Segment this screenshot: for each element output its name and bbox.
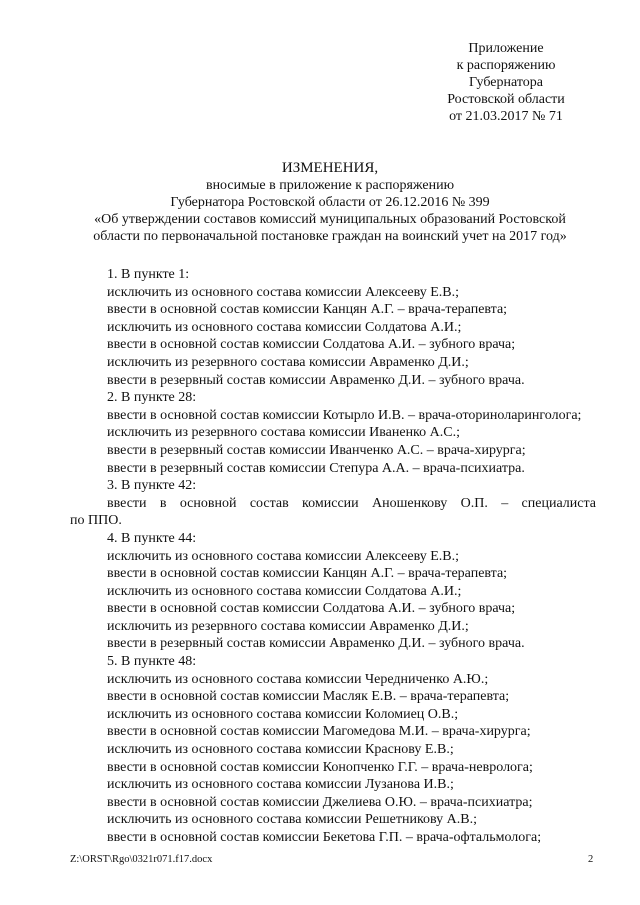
change-line: ввести в основной состав комиссии Канцян А.Г. – врача-терапевта; [107, 566, 508, 582]
change-line: исключить из основного состава комиссии Коломиец О.В.; [107, 706, 459, 722]
appendix-line: к распоряжению [456, 58, 556, 73]
change-line: ввести в основной состав комиссии Солдатова А.И. – зубного врача; [107, 601, 516, 617]
change-line: исключить из основного состава комиссии Решетникову А.В.; [107, 812, 478, 828]
appendix-line: Приложение [468, 41, 544, 56]
change-line: исключить из резервного состава комиссии Авраменко Д.И.; [107, 618, 469, 634]
change-line: исключить из основного состава комиссии Алексееву Е.В.; [107, 284, 460, 300]
change-line: ввести в резервный состав комиссии Степура А.А. – врача-психиатра. [107, 460, 525, 476]
change-line: исключить из резервного состава комиссии Иваненко А.С.; [107, 425, 460, 441]
change-line: исключить из основного состава комиссии Краснову Е.В.; [107, 742, 454, 758]
change-line: ввести в основной состав комиссии Котырло И.В. – врача-оториноларинголога; [107, 407, 582, 423]
footer-file-path: Z:\ORST\Rgo\0321r071.f17.docx [70, 854, 213, 865]
change-line-continuation: по ППО. [70, 513, 122, 529]
change-line: ввести в основной состав комиссии Джелиева О.Ю. – врача-психиатра; [107, 794, 533, 810]
title-line: вносимые в приложение к распоряжению [205, 178, 455, 193]
change-line: исключить из основного состава комиссии Солдатова А.И.; [107, 583, 462, 599]
change-line: ввести в основной состав комиссии Масляк Е.В. – врача-терапевта; [107, 689, 510, 705]
change-line: ввести в резервный состав комиссии Иванченко А.С. – врача-хирурга; [107, 442, 526, 458]
change-line: ввести в основной состав комиссии Бекетова Г.П. – врача-офтальмолога; [107, 830, 542, 845]
page-number: 2 [588, 854, 594, 865]
title-line: «Об утверждении составов комиссий муниципальных образований Ростовской [94, 212, 566, 227]
change-line: 3. В пункте 42: [107, 478, 197, 494]
changes-list [70, 266, 596, 847]
appendix-line: Ростовской области [447, 92, 565, 107]
title-line: Губернатора Ростовской области от 26.12.2016 № 399 [170, 195, 490, 210]
change-line: ввести в основной состав комиссии Солдатова А.И. – зубного врача; [107, 337, 516, 353]
change-line: 2. В пункте 28: [107, 390, 197, 406]
change-line-justified: ввести в основной состав комиссии Аношенкову О.П. – специалиста [107, 495, 596, 511]
appendix-line: от 21.03.2017 № 71 [449, 109, 563, 124]
change-line: исключить из основного состава комиссии Солдатова А.И.; [107, 319, 462, 335]
change-line: 4. В пункте 44: [107, 530, 197, 546]
change-line: ввести в основной состав комиссии Магомедова М.И. – врача-хирурга; [107, 724, 531, 740]
change-line: 5. В пункте 48: [107, 654, 197, 670]
title-heading: ИЗМЕНЕНИЯ, [281, 160, 379, 176]
change-line: ввести в резервный состав комиссии Авраменко Д.И. – зубного врача. [107, 636, 525, 652]
change-line: исключить из резервного состава комиссии Авраменко Д.И.; [107, 354, 469, 370]
change-line: исключить из основного состава комиссии Чередниченко А.Ю.; [107, 671, 489, 687]
appendix-line: Губернатора [468, 75, 544, 90]
change-line: 1. В пункте 1: [107, 267, 190, 282]
change-line: ввести в резервный состав комиссии Авраменко Д.И. – зубного врача. [107, 372, 525, 388]
change-line: ввести в основной состав комиссии Канцян А.Г. – врача-терапевта; [107, 302, 508, 318]
document-title [30, 160, 630, 245]
appendix-block [400, 40, 612, 125]
change-line: ввести в основной состав комиссии Конопченко Г.Г. – врача-невролога; [107, 759, 533, 775]
change-line: исключить из основного состава комиссии Алексееву Е.В.; [107, 548, 460, 564]
title-line: области по первоначальной постановке граждан на воинский учет на 2017 год» [93, 229, 567, 244]
change-line: исключить из основного состава комиссии Лузанова И.В.; [107, 777, 454, 793]
